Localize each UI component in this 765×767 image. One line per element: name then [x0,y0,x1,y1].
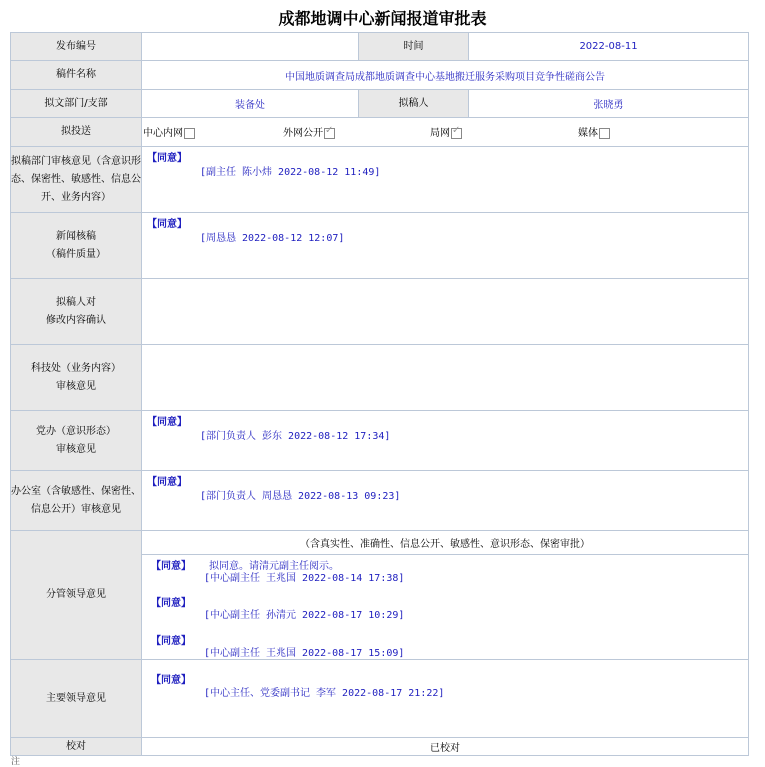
party-review-label [11,411,142,471]
office-review-label: 办公室（含敏感性、保密性、信息公开）审核意见 [11,471,142,531]
dept-review-opinion [142,147,749,213]
time-value: 2022-08-11 [469,33,749,61]
news-review-signature: [周恳恳 2022-08-12 12:07] [200,233,345,244]
leader-review-entry3-decision: 【同意】 [151,636,191,647]
news-review-label [11,213,142,279]
manuscript-name-label: 稿件名称 [11,61,142,90]
tech-review-label-line2: 审核意见 [56,380,96,392]
proofread-label: 校对 [11,738,142,756]
news-review-opinion [142,213,749,279]
option-intranet-checkbox[interactable] [184,128,195,139]
dept-review-signature: [副主任 陈小炜 2022-08-12 11:49] [200,167,381,178]
option-public-web [283,124,335,139]
party-review-label-line2: 审核意见 [56,443,96,455]
option-intranet [143,124,195,139]
main-leader-opinion [142,660,749,738]
office-review-row [11,471,749,531]
delivery-options [142,118,749,147]
dept-review-label: 拟稿部门审核意见（含意识形态、保密性、敏感性、信息公开、业务内容） [11,147,142,213]
option-media-checkbox[interactable] [599,128,610,139]
news-review-row [11,213,749,279]
drafter-confirm-label-line2: 修改内容确认 [46,314,106,326]
news-review-label-line1: 新闻核稿 [56,230,96,242]
approval-form-table [10,32,749,756]
delivery-label: 拟投送 [11,118,142,147]
party-review-signature: [部门负责人 彭东 2022-08-12 17:34] [200,431,391,442]
main-leader-signature: [中心主任、党委副书记 李军 2022-08-17 21:22] [204,688,445,699]
news-review-decision: 【同意】 [147,219,187,230]
tech-review-label [11,345,142,411]
option-intranet-label: 中心内网 [143,128,183,139]
drafter-confirm-label [11,279,142,345]
manuscript-name-row [11,61,749,90]
party-review-row [11,411,749,471]
drafter-value: 张晓勇 [469,90,749,118]
party-review-decision: 【同意】 [147,417,187,428]
leader-review-entry1-comment: 拟同意。请清元副主任阅示。 [209,561,339,572]
time-label: 时间 [359,33,469,61]
publish-number-row [11,33,749,61]
drafter-confirm-label-line1: 拟稿人对 [56,296,96,308]
option-bureau-web-checkbox[interactable] [451,128,462,139]
option-bureau-web-label: 局网 [430,128,450,139]
leader-review-header-row [11,531,749,555]
party-review-opinion [142,411,749,471]
main-leader-label: 主要领导意见 [11,660,142,738]
leader-review-label: 分管领导意见 [11,531,142,660]
main-leader-decision: 【同意】 [151,675,191,686]
leader-review-opinions [142,555,749,660]
tech-review-label-line1: 科技处（业务内容） [31,362,121,374]
footnote: 注 [11,757,21,767]
party-review-label-line1: 党办（意识形态） [36,425,116,437]
proofread-value: 已校对 [142,738,749,756]
proofread-row [11,738,749,756]
leader-review-entry1-decision: 【同意】 [151,561,191,572]
department-value: 装备处 [142,90,359,118]
leader-review-entry1-signature: [中心副主任 王兆国 2022-08-14 17:38] [204,573,405,584]
office-review-decision: 【同意】 [147,477,187,488]
option-media-label: 媒体 [578,128,598,139]
option-bureau-web [430,124,462,139]
leader-review-entry3-signature: [中心副主任 王兆国 2022-08-17 15:09] [204,648,405,659]
option-media [578,124,610,139]
office-review-signature: [部门负责人 周恳恳 2022-08-13 09:23] [200,491,401,502]
leader-review-entry2-signature: [中心副主任 孙清元 2022-08-17 10:29] [204,610,405,621]
main-leader-row [11,660,749,738]
department-label: 拟文部门/支部 [11,90,142,118]
manuscript-name-value: 中国地质调查局成都地质调查中心基地搬迁服务采购项目竞争性磋商公告 [142,61,749,90]
leader-review-header: （含真实性、准确性、信息公开、敏感性、意识形态、保密审批） [142,531,749,555]
tech-review-opinion [142,345,749,411]
department-row [11,90,749,118]
delivery-row [11,118,749,147]
drafter-confirm-row [11,279,749,345]
option-public-web-checkbox[interactable] [324,128,335,139]
tech-review-row [11,345,749,411]
publish-number-value [142,33,359,61]
news-review-label-line2: （稿件质量） [46,248,106,260]
page-title: 成都地调中心新闻报道审批表 [278,9,487,28]
publish-number-label: 发布编号 [11,33,142,61]
leader-review-entry2-decision: 【同意】 [151,598,191,609]
drafter-confirm-opinion [142,279,749,345]
drafter-label: 拟稿人 [359,90,469,118]
dept-review-decision: 【同意】 [147,153,187,164]
option-public-web-label: 外网公开 [283,128,323,139]
dept-review-row [11,147,749,213]
office-review-opinion [142,471,749,531]
